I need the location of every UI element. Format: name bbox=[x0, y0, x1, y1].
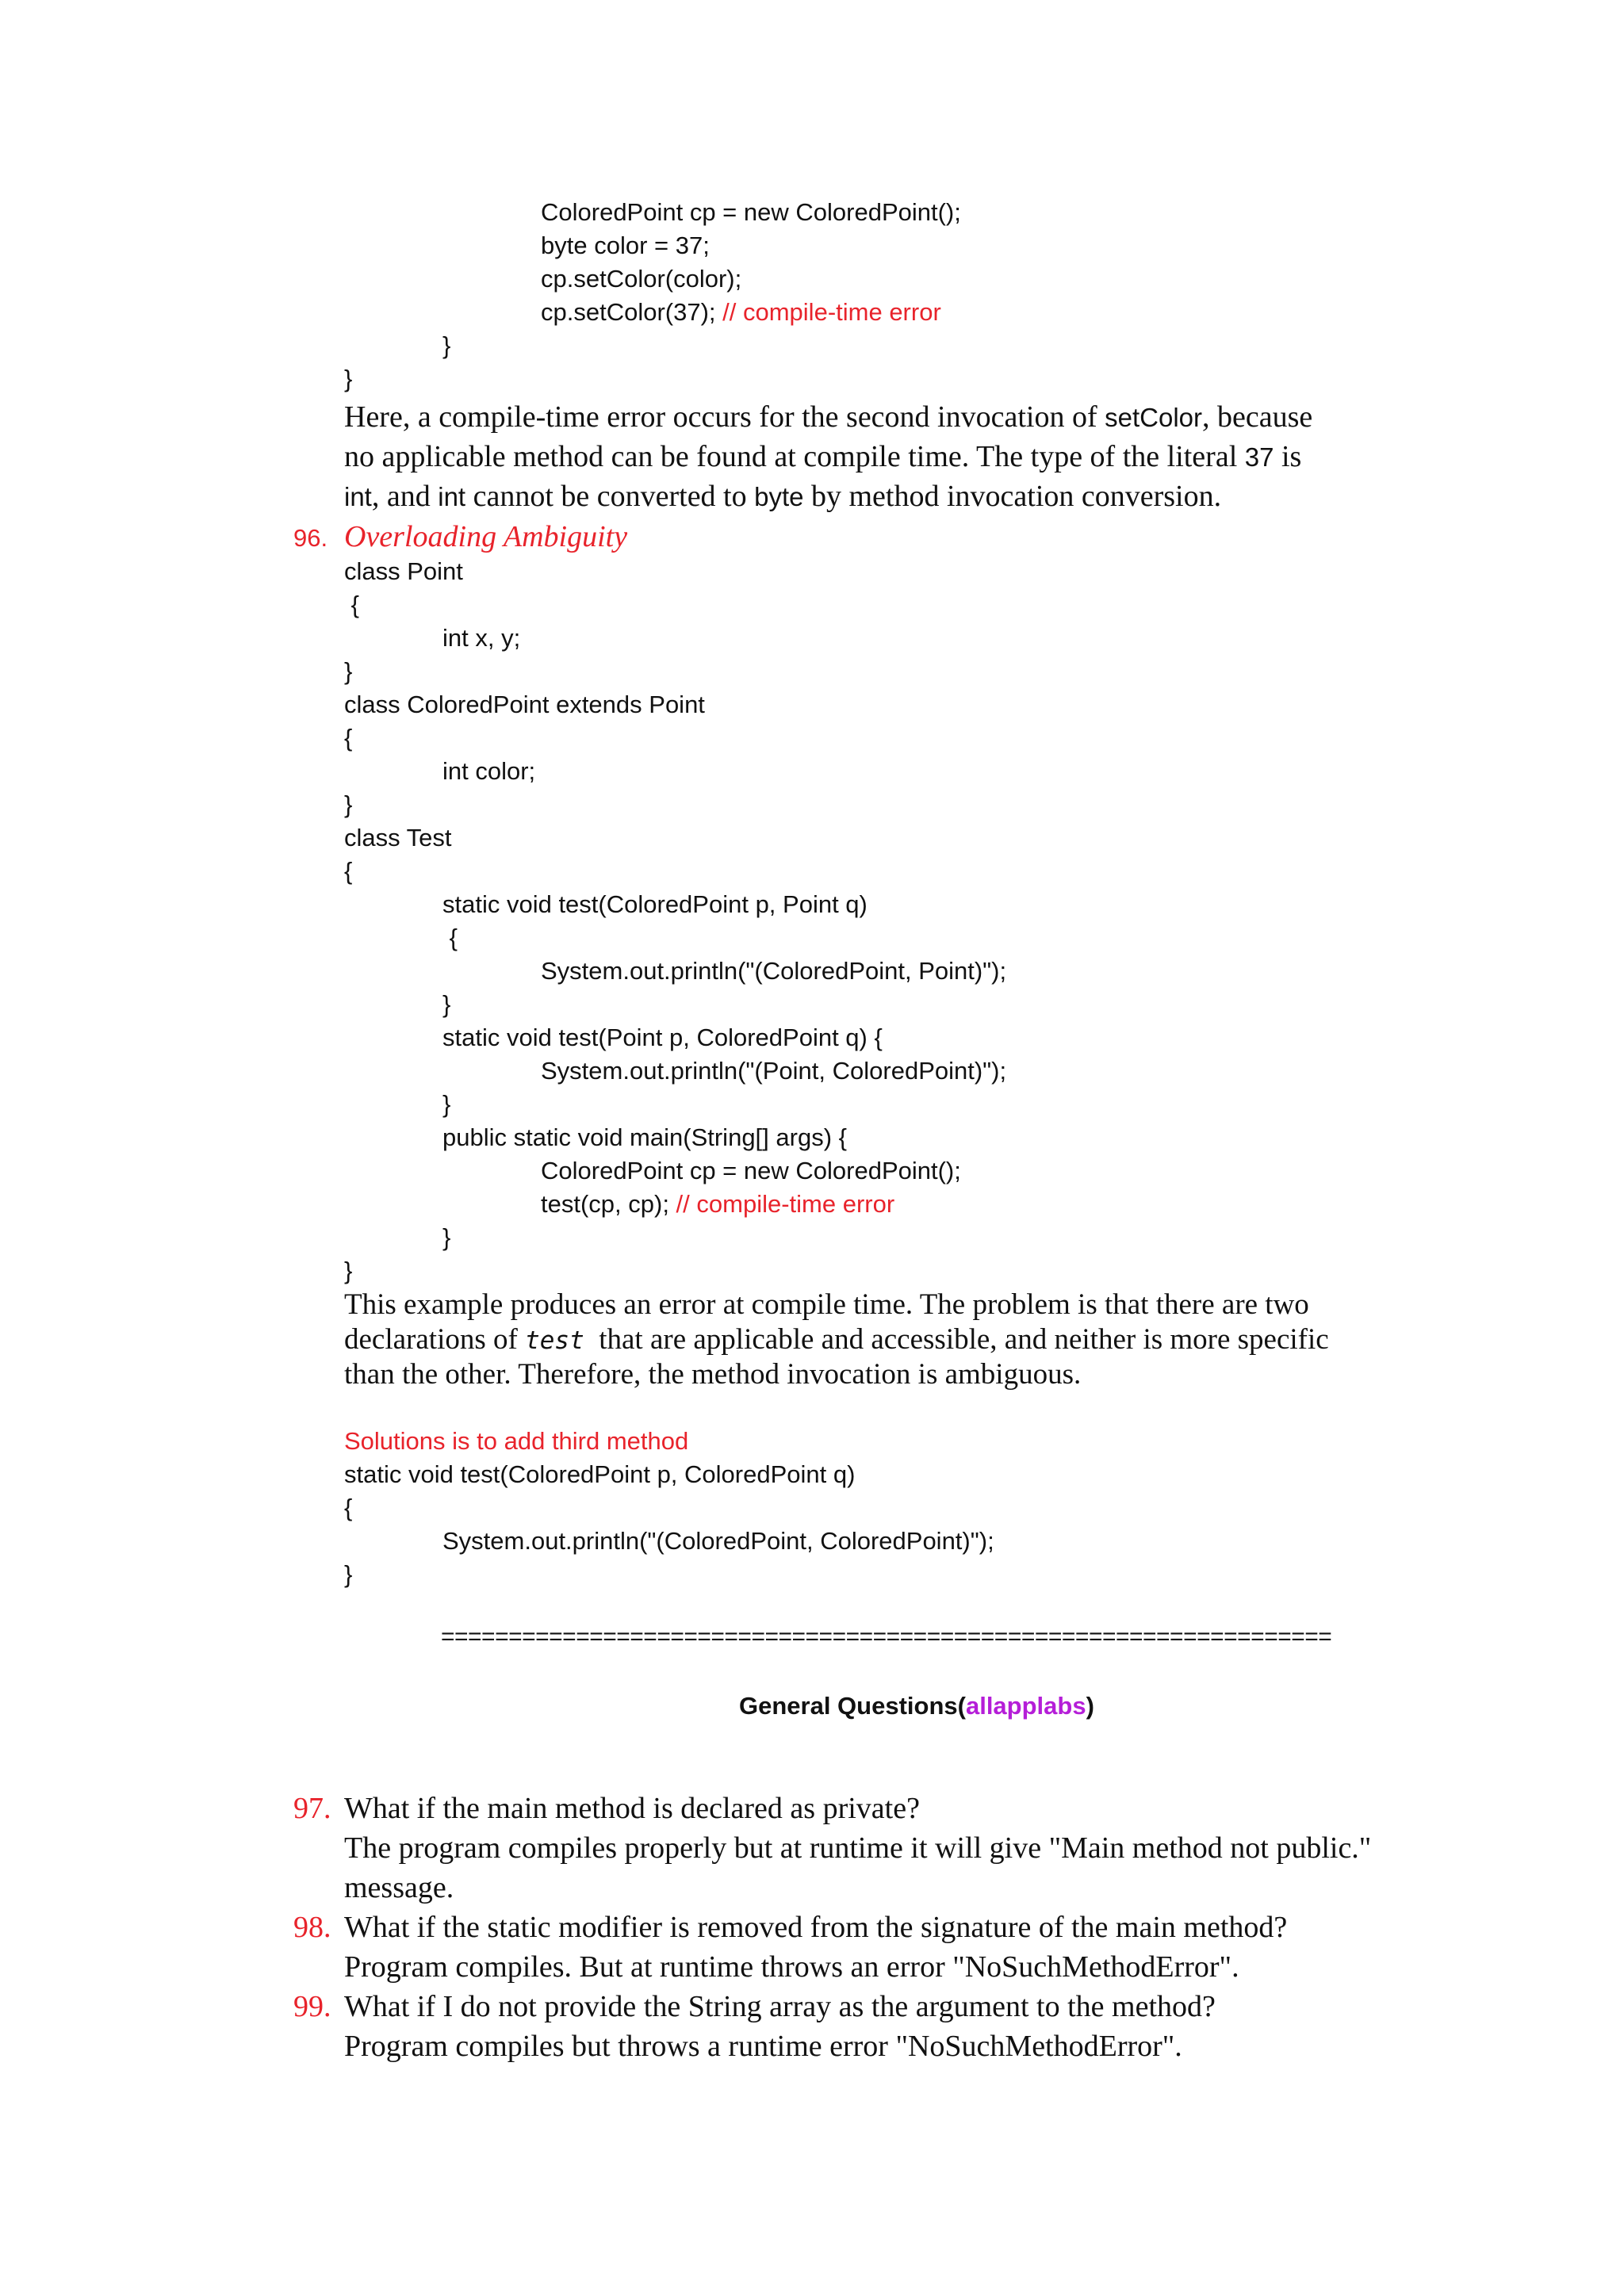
separator-line: ================================================================== bbox=[441, 1624, 1332, 1650]
code-brace: } bbox=[344, 365, 353, 392]
question-number: 99. bbox=[293, 1990, 331, 2023]
text: Here, a compile-time error occurs for the second invocation of bbox=[344, 400, 1105, 434]
solution-label: Solutions is to add third method bbox=[344, 1427, 689, 1455]
answer-text: Program compiles. But at runtime throws an error "NoSuchMethodError". bbox=[344, 1950, 1239, 1984]
heading-text: ) bbox=[1086, 1692, 1094, 1720]
code-line: public static void main(String[] args) { bbox=[442, 1123, 847, 1151]
inline-code: int bbox=[438, 482, 466, 511]
code-line: } bbox=[344, 657, 353, 685]
inline-code: byte bbox=[754, 482, 804, 511]
code-line: { bbox=[344, 1494, 353, 1521]
code-line: int color; bbox=[442, 757, 536, 785]
code-text: cp.setColor(37); bbox=[541, 298, 716, 326]
code-line: static void test(Point p, ColoredPoint q) { bbox=[442, 1024, 883, 1051]
code-line: System.out.println("(ColoredPoint, Point)"); bbox=[541, 957, 1007, 985]
code-comment: // compile-time error bbox=[722, 298, 941, 326]
paragraph-line bbox=[344, 437, 1301, 477]
code-line: { bbox=[344, 724, 353, 752]
question-text: What if the main method is declared as private? bbox=[344, 1792, 920, 1825]
inline-code: 37 bbox=[1244, 442, 1274, 472]
code-line: class Point bbox=[344, 557, 463, 585]
code-line: class Test bbox=[344, 824, 452, 851]
inline-code: int bbox=[344, 482, 372, 511]
paragraph-line bbox=[344, 1322, 1329, 1358]
text: , and bbox=[371, 480, 439, 513]
paragraph-line bbox=[344, 397, 1312, 438]
code-line: System.out.println("(ColoredPoint, ColoredPoint)"); bbox=[442, 1527, 994, 1555]
text: is bbox=[1274, 440, 1302, 473]
code-comment: // compile-time error bbox=[676, 1190, 895, 1218]
code-line: System.out.println("(Point, ColoredPoint)"); bbox=[541, 1057, 1007, 1085]
answer-text: message. bbox=[344, 1871, 454, 1904]
heading-source: allapplabs bbox=[965, 1692, 1086, 1720]
code-line: int x, y; bbox=[442, 624, 521, 652]
paragraph-line: than the other. Therefore, the method invocation is ambiguous. bbox=[344, 1358, 1082, 1391]
inline-code: test bbox=[525, 1326, 584, 1355]
code-line: static void test(ColoredPoint p, Point q) bbox=[442, 890, 868, 918]
text: , because bbox=[1202, 400, 1313, 434]
section-title: Overloading Ambiguity bbox=[344, 520, 628, 553]
heading-text: General Questions( bbox=[739, 1692, 966, 1720]
paragraph-line: This example produces an error at compile time. The problem is that there are two bbox=[344, 1288, 1309, 1321]
code-line: class ColoredPoint extends Point bbox=[344, 691, 705, 718]
code-brace: } bbox=[442, 331, 451, 359]
code-line: ColoredPoint cp = new ColoredPoint(); bbox=[541, 198, 961, 226]
code-line: ColoredPoint cp = new ColoredPoint(); bbox=[541, 1157, 961, 1184]
code-line: } bbox=[442, 1090, 451, 1118]
answer-text: The program compiles properly but at runtime it will give "Main method not public." bbox=[344, 1831, 1372, 1865]
code-line: } bbox=[442, 990, 451, 1018]
code-line: { bbox=[344, 857, 353, 885]
code-line: } bbox=[344, 790, 353, 818]
section-number: 96. bbox=[293, 524, 328, 552]
text: cannot be converted to bbox=[465, 480, 755, 513]
code-line: cp.setColor(color); bbox=[541, 265, 742, 293]
text: that are applicable and accessible, and neither is more specific bbox=[584, 1323, 1329, 1356]
code-line bbox=[541, 1188, 894, 1221]
code-line: { bbox=[344, 591, 359, 618]
code-line: static void test(ColoredPoint p, ColoredPoint q) bbox=[344, 1460, 856, 1488]
paragraph-line bbox=[344, 476, 1221, 517]
code-text: test(cp, cp); bbox=[541, 1190, 676, 1218]
answer-text: Program compiles but throws a runtime error "NoSuchMethodError". bbox=[344, 2030, 1182, 2063]
code-line: } bbox=[442, 1223, 451, 1251]
question-text: What if the static modifier is removed from the signature of the main method? bbox=[344, 1911, 1288, 1944]
question-number: 97. bbox=[293, 1792, 331, 1825]
text: declarations of bbox=[344, 1323, 526, 1356]
code-line: } bbox=[344, 1257, 353, 1284]
text: no applicable method can be found at compile time. The type of the literal bbox=[344, 440, 1245, 473]
code-line: { bbox=[442, 924, 458, 951]
section-heading bbox=[739, 1692, 1094, 1720]
question-text: What if I do not provide the String array as the argument to the method? bbox=[344, 1990, 1216, 2023]
text: by method invocation conversion. bbox=[803, 480, 1222, 513]
code-line: } bbox=[344, 1560, 353, 1588]
code-line: byte color = 37; bbox=[541, 232, 710, 259]
question-number: 98. bbox=[293, 1911, 331, 1944]
inline-code: setColor bbox=[1105, 403, 1203, 432]
code-line bbox=[541, 296, 941, 329]
